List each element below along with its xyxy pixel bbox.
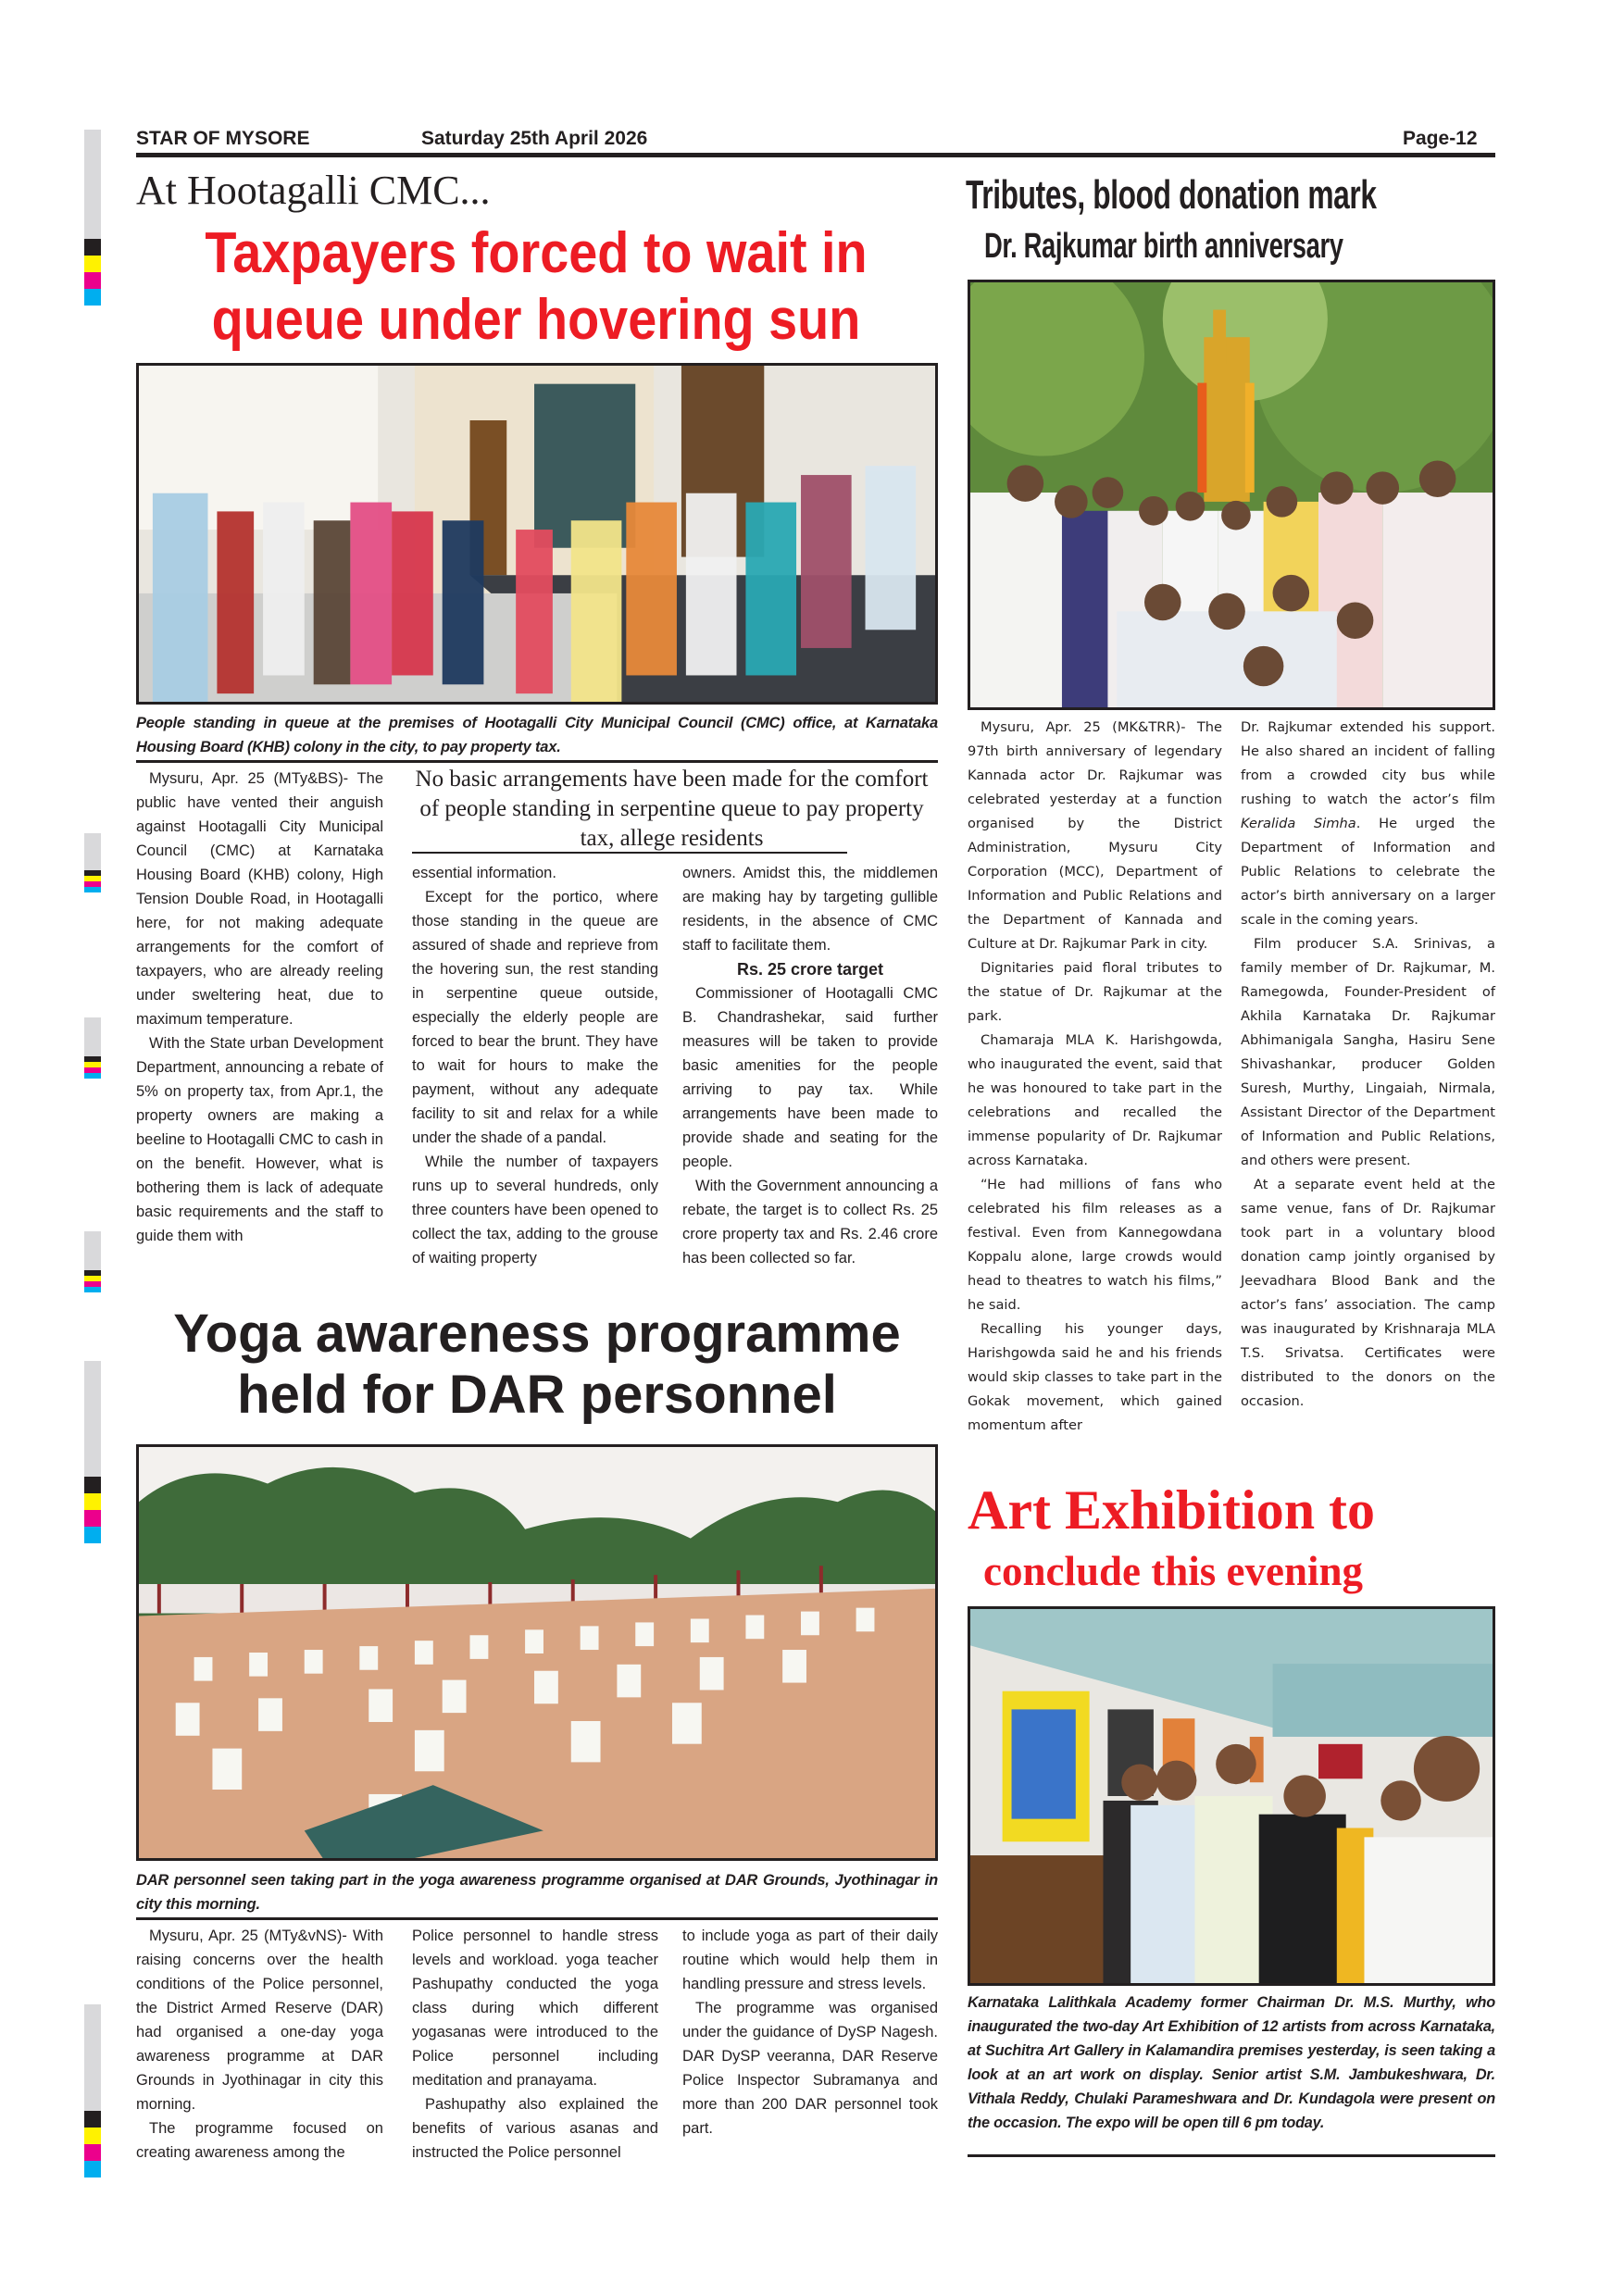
paragraph: essential information.: [412, 865, 556, 881]
paragraph: Recalling his younger days, Harishgowda said he and his friends would skip classes to take part in the Gokak movement, which gained momentum after: [968, 1321, 1222, 1433]
article-column: [136, 1924, 383, 2165]
article-column: [136, 767, 383, 1248]
registration-mark: [84, 1017, 101, 1079]
film-title: Keralida Simha: [1241, 816, 1356, 831]
headline-subline: conclude this evening: [983, 1548, 1364, 1594]
registration-mark: [84, 2004, 101, 2177]
paragraph: With the State urban Development Department, announcing a rebate of 5% on property tax, from Apr.1, the property owners are making a beeline to Hootagalli CMC to cash in on the benefit. However, what is bothering them is lack of adequate basic requirements and the staff to guide them with: [136, 1035, 383, 1244]
paragraph: Mysuru, Apr. 25 (MTy&BS)- The public have vented their anguish against Hootagalli City Municipal Council (CMC) at Karnataka Housing Board (KHB) colony, High Tension Double Road, in Hootagalli here, for not making adequate arrangements for the comfort of taxpayers, who are already reeling under sweltering heat, due to maximum temperature.: [136, 770, 383, 1028]
headline-line: Taxpayers forced to wait in: [205, 221, 868, 285]
article-column: [412, 1924, 658, 2165]
paragraph: Chamaraja MLA K. Harishgowda, who inaugurated the event, said that he was honoured to take part in the celebrations and recalled the immense popularity of Dr. Rajkumar across Karnataka.: [968, 1032, 1222, 1168]
art-exhibition-photo: [968, 1606, 1495, 1986]
issue-date: Saturday 25th April 2026: [421, 128, 648, 149]
paragraph: Police personnel to handle stress levels and workload. yoga teacher Pashupathy conducted the yoga class during which different yogasanas were introduced to the Police personnel including meditation and pranayama.: [412, 1928, 658, 2089]
paragraph: The programme focused on creating awareness among the: [136, 2120, 383, 2161]
headline: Art Exhibition to: [968, 1479, 1376, 1541]
deck-rule: [412, 852, 847, 854]
photo-caption: Karnataka Lalithkala Academy former Chairman Dr. M.S. Murthy, who inaugurated the two-day Art Exhibition of 12 artists from across Karnataka, at Suchitra Art Gallery in Kalamandira premises yesterday, is seen taking a look at an art work on display. Senior artist S.M. Jambukeshwara, Dr. Vithala Reddy, Chulaki Parameshwara and Dr. Kundagola were present on the occasion. The expo will be open till 6 pm today.: [968, 1994, 1495, 2131]
paragraph: The programme was organised under the guidance of DySP Nagesh. DAR DySP veeranna, DAR Reserve Police Inspector Subramanya and more than 200 DAR personnel took part.: [682, 2000, 938, 2137]
paragraph: Film producer S.A. Srinivas, a family member of Dr. Rajkumar, M. Ramegowda, Founder-President of Akhila Karnataka Dr. Rajkumar Abhimanigala Sangha, Hasiru Sene Shivashankar, producer Golden Suresh, Murthy, Lingaiah, Nirmala, Assistant Director of the Department of Information and Public Relations, and others were present.: [1241, 936, 1495, 1168]
paragraph: to include yoga as part of their daily routine which would help them in handling pressure and stress levels.: [682, 1928, 938, 1992]
text-span: . He urged the Department of Information and Public Relations to celebrate the actor’s birth anniversary on a larger scale in the coming years.: [1241, 816, 1495, 928]
masthead-rule: [136, 153, 1495, 157]
paragraph: With the Government announcing a rebate, the target is to collect Rs. 25 crore property tax and Rs. 2.46 crore has been collected so far.: [682, 1178, 938, 1267]
article-column: [968, 716, 1222, 1438]
story-kicker: At Hootagalli CMC...: [136, 168, 491, 213]
subheading: Rs. 25 crore target: [736, 960, 884, 979]
paragraph: Except for the portico, where those standing in the queue are assured of shade and reprieve from the hovering sun, the rest standing in serpentine queue outside, especially the elderly people are forced to bear the brunt. They have to wait for hours to make the payment, without any adequate facility to sit and relax for a while under the shade of a pandal.: [412, 889, 658, 1146]
paper-name: STAR OF MYSORE: [136, 128, 310, 149]
paragraph: At a separate event held at the same venue, fans of Dr. Rajkumar took part in a voluntary blood donation camp jointly organised by Jeevadhara Blood Bank and the actor’s fans’ association. The camp was inaugurated by Krishnaraja MLA T.S. Srivatsa. Certificates were distributed to the donors on the occasion.: [1241, 1177, 1495, 1409]
headline-line: Yoga awareness programme: [173, 1304, 901, 1364]
registration-mark: [84, 833, 101, 892]
paragraph: Mysuru, Apr. 25 (MTy&vNS)- With raising concerns over the health conditions of the Police personnel, the District Armed Reserve (DAR) had organised a one-day yoga awareness programme at DAR Grounds in Jyothinagar in city this morning.: [136, 1928, 383, 2113]
paragraph: Commissioner of Hootagalli CMC B. Chandrashekar, said further measures will be taken to provide basic amenities for the people arriving to pay tax. While arrangements have been made to provide shade and seating for the people.: [682, 985, 938, 1170]
headline: Tributes, blood donation mark: [966, 172, 1377, 218]
paragraph: Pashupathy also explained the benefits of various asanas and instructed the Police personnel: [412, 2096, 658, 2161]
article-column: [1241, 716, 1495, 1414]
registration-mark: [84, 1361, 101, 1543]
headline: [136, 1304, 938, 1426]
photo-caption: People standing in queue at the premises of Hootagalli City Municipal Council (CMC) office, at Karnataka Housing Board (KHB) colony in the city, to pay property tax.: [136, 715, 938, 755]
caption-rule: [136, 1917, 938, 1920]
registration-mark: [84, 130, 101, 306]
paragraph: While the number of taxpayers runs up to several hundreds, only three counters have been opened to collect the tax, adding to the grouse of waiting property: [412, 1154, 658, 1267]
paragraph: Mysuru, Apr. 25 (MK&TRR)- The 97th birth anniversary of legendary Kannada actor Dr. Rajkumar was celebrated yesterday at a function organised by the District Administration, Mysuru City Corporation (MCC), Department of Information and Public Relations and the Department of Kannada and Culture at Dr. Rajkumar Park in city.: [968, 719, 1222, 952]
paragraph: [1241, 716, 1495, 932]
queue-photo: [136, 363, 938, 705]
caption-rule: [968, 2154, 1495, 2157]
yoga-photo: [136, 1444, 938, 1861]
story-deck: No basic arrangements have been made for the comfort of people standing in serpentine queue to pay property tax, allege residents: [415, 767, 929, 851]
text-span: Dr. Rajkumar extended his support. He also shared an incident of falling from a crowded city bus while rushing to watch the actor’s film: [1241, 719, 1495, 807]
rajkumar-tribute-photo: [968, 280, 1495, 710]
headline-line: held for DAR personnel: [237, 1365, 837, 1425]
registration-mark: [84, 1231, 101, 1292]
paragraph: owners. Amidst this, the middlemen are making hay by targeting gullible residents, in the absence of CMC staff to facilitate them.: [682, 865, 938, 954]
article-column: [412, 861, 658, 1270]
article-column: [682, 861, 938, 1270]
page-number: Page-12: [1403, 128, 1478, 149]
article-column: [682, 1924, 938, 2140]
caption-rule: [136, 760, 938, 763]
paragraph: “He had millions of fans who celebrated his film releases as a festival. Even from Kannegowdana Koppalu alone, large crowds would head to theatres to watch his films,” he said.: [968, 1177, 1222, 1313]
headline-subline: Dr. Rajkumar birth anniversary: [984, 227, 1343, 266]
photo-caption: DAR personnel seen taking part in the yoga awareness programme organised at DAR Grounds, Jyothinagar in city this morning.: [136, 1872, 938, 1913]
paragraph: Dignitaries paid floral tributes to the statue of Dr. Rajkumar at the park.: [968, 960, 1222, 1024]
headline: [136, 220, 936, 354]
headline-line: queue under hovering sun: [211, 288, 861, 352]
